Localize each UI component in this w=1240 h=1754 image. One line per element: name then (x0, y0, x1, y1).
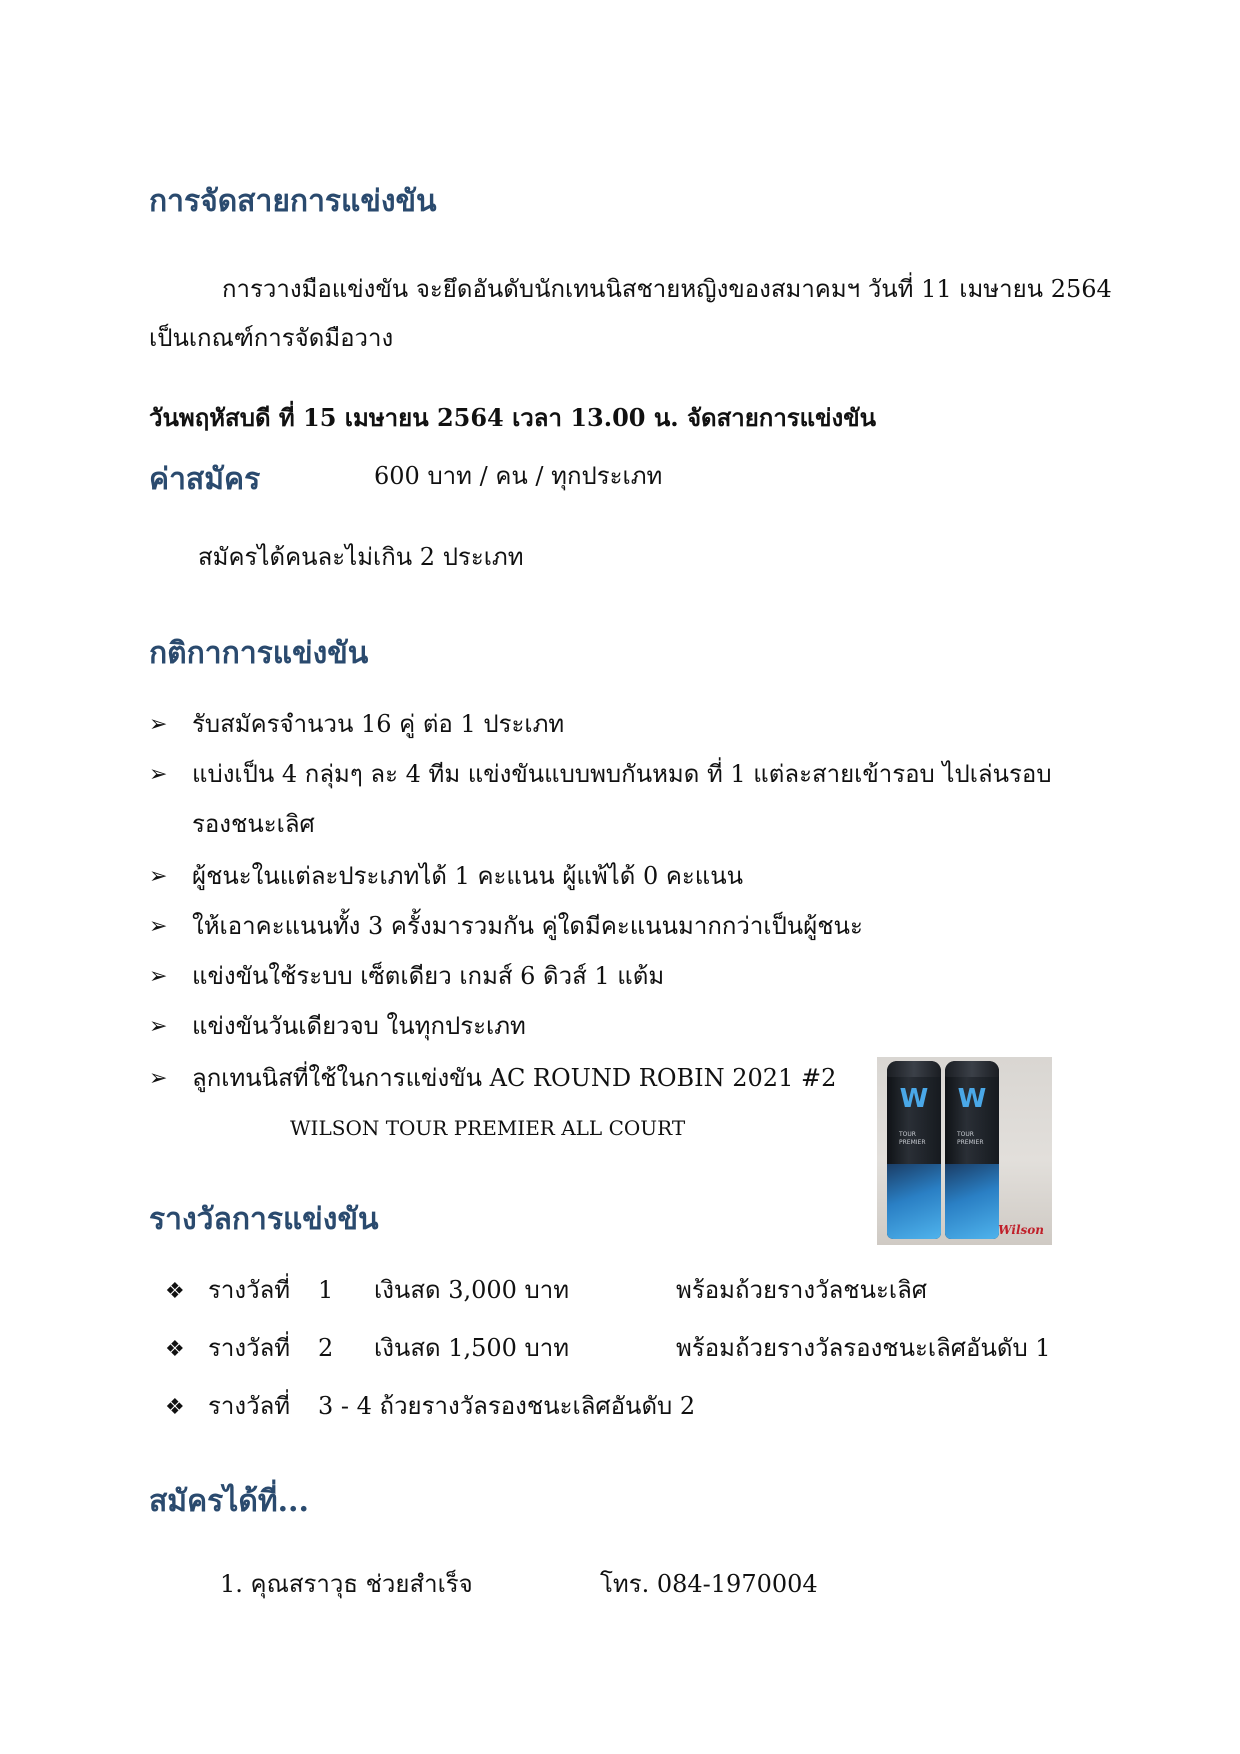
draw-date: วันพฤหัสบดี ที่ 15 เมษายน 2564 เวลา 13.00 น. จัดสายการแข่งขัน (149, 403, 877, 432)
prize-rank: 3 - 4 ถ้วยรางวัลรองชนะเลิศอันดับ 2 (318, 1392, 696, 1420)
arrow-bullet-icon: ➢ (149, 762, 168, 787)
prize-cash: เงินสด 3,000 บาท (374, 1276, 570, 1304)
rule-item: ให้เอาคะแนนทั้ง 3 ครั้งมารวมกัน คู่ใดมีคะแนนมากกว่าเป็นผู้ชนะ (192, 912, 863, 940)
ball-model: WILSON TOUR PREMIER ALL COURT (290, 1116, 686, 1140)
prize-trophy: พร้อมถ้วยรางวัลรองชนะเลิศอันดับ 1 (676, 1334, 1051, 1362)
diamond-bullet-icon: ❖ (165, 1279, 185, 1304)
seeding-text-line1: การวางมือแข่งขัน จะยึดอันดับนักเทนนิสชายหญิงของสมาคมฯ วันที่ 11 เมษายน 2564 (222, 275, 1112, 303)
contact-phone: โทร. 084-1970004 (600, 1570, 818, 1598)
prize-label: รางวัลที่ (208, 1334, 291, 1362)
prize-cash: เงินสด 1,500 บาท (374, 1334, 570, 1362)
arrow-bullet-icon: ➢ (149, 964, 168, 989)
prize-rank: 2 (318, 1334, 334, 1362)
fee-note: สมัครได้คนละไม่เกิน 2 ประเภท (198, 543, 524, 571)
diamond-bullet-icon: ❖ (165, 1337, 185, 1362)
ball-can (945, 1061, 999, 1239)
rule-item: แข่งขันใช้ระบบ เซ็ตเดียว เกมส์ 6 ดิวส์ 1 แต้ม (192, 962, 665, 990)
wilson-logo-icon: W (899, 1084, 929, 1114)
arrow-bullet-icon: ➢ (149, 864, 168, 889)
ball-can (887, 1061, 941, 1239)
prizes-heading: รางวัลการแข่งขัน (149, 1202, 379, 1237)
prize-trophy: พร้อมถ้วยรางวัลชนะเลิศ (676, 1276, 928, 1304)
rule-item: แบ่งเป็น 4 กลุ่มๆ ละ 4 ทีม แข่งขันแบบพบกันหมด ที่ 1 แต่ละสายเข้ารอบ ไปเล่นรอบ (192, 760, 1052, 788)
fee-heading: ค่าสมัคร (149, 462, 261, 497)
seeding-text-line2: เป็นเกณฑ์การจัดมือวาง (149, 324, 394, 352)
tennis-ball-cans-image (877, 1057, 1052, 1245)
rule-item: แข่งขันวันเดียวจบ ในทุกประเภท (192, 1012, 526, 1040)
wilson-logo-icon: W (957, 1084, 987, 1114)
can-label: TOUR PREMIER (957, 1131, 984, 1146)
diamond-bullet-icon: ❖ (165, 1395, 185, 1420)
rule-item: ลูกเทนนิสที่ใช้ในการแข่งขัน AC ROUND ROBIN 2021 #2 (192, 1064, 837, 1092)
prize-label: รางวัลที่ (208, 1276, 291, 1304)
arrow-bullet-icon: ➢ (149, 914, 168, 939)
prize-rank: 1 (318, 1276, 334, 1304)
prize-label: รางวัลที่ (208, 1392, 291, 1420)
wilson-brand-mark: Wilson (998, 1223, 1044, 1237)
can-label: TOUR PREMIER (899, 1131, 926, 1146)
contact-name: 1. คุณสราวุธ ช่วยสำเร็จ (220, 1570, 473, 1598)
arrow-bullet-icon: ➢ (149, 712, 168, 737)
rules-heading: กติกาการแข่งขัน (149, 636, 369, 671)
rule-item: รับสมัครจำนวน 16 คู่ ต่อ 1 ประเภท (192, 710, 565, 738)
fee-value: 600 บาท / คน / ทุกประเภท (374, 462, 663, 490)
arrow-bullet-icon: ➢ (149, 1066, 168, 1091)
arrow-bullet-icon: ➢ (149, 1014, 168, 1039)
rule-item-continued: รองชนะเลิศ (192, 810, 315, 838)
draw-heading: การจัดสายการแข่งขัน (149, 184, 437, 219)
rule-item: ผู้ชนะในแต่ละประเภทได้ 1 คะแนน ผู้แพ้ได้ 0 คะแนน (192, 862, 744, 890)
register-heading: สมัครได้ที่... (149, 1484, 309, 1519)
